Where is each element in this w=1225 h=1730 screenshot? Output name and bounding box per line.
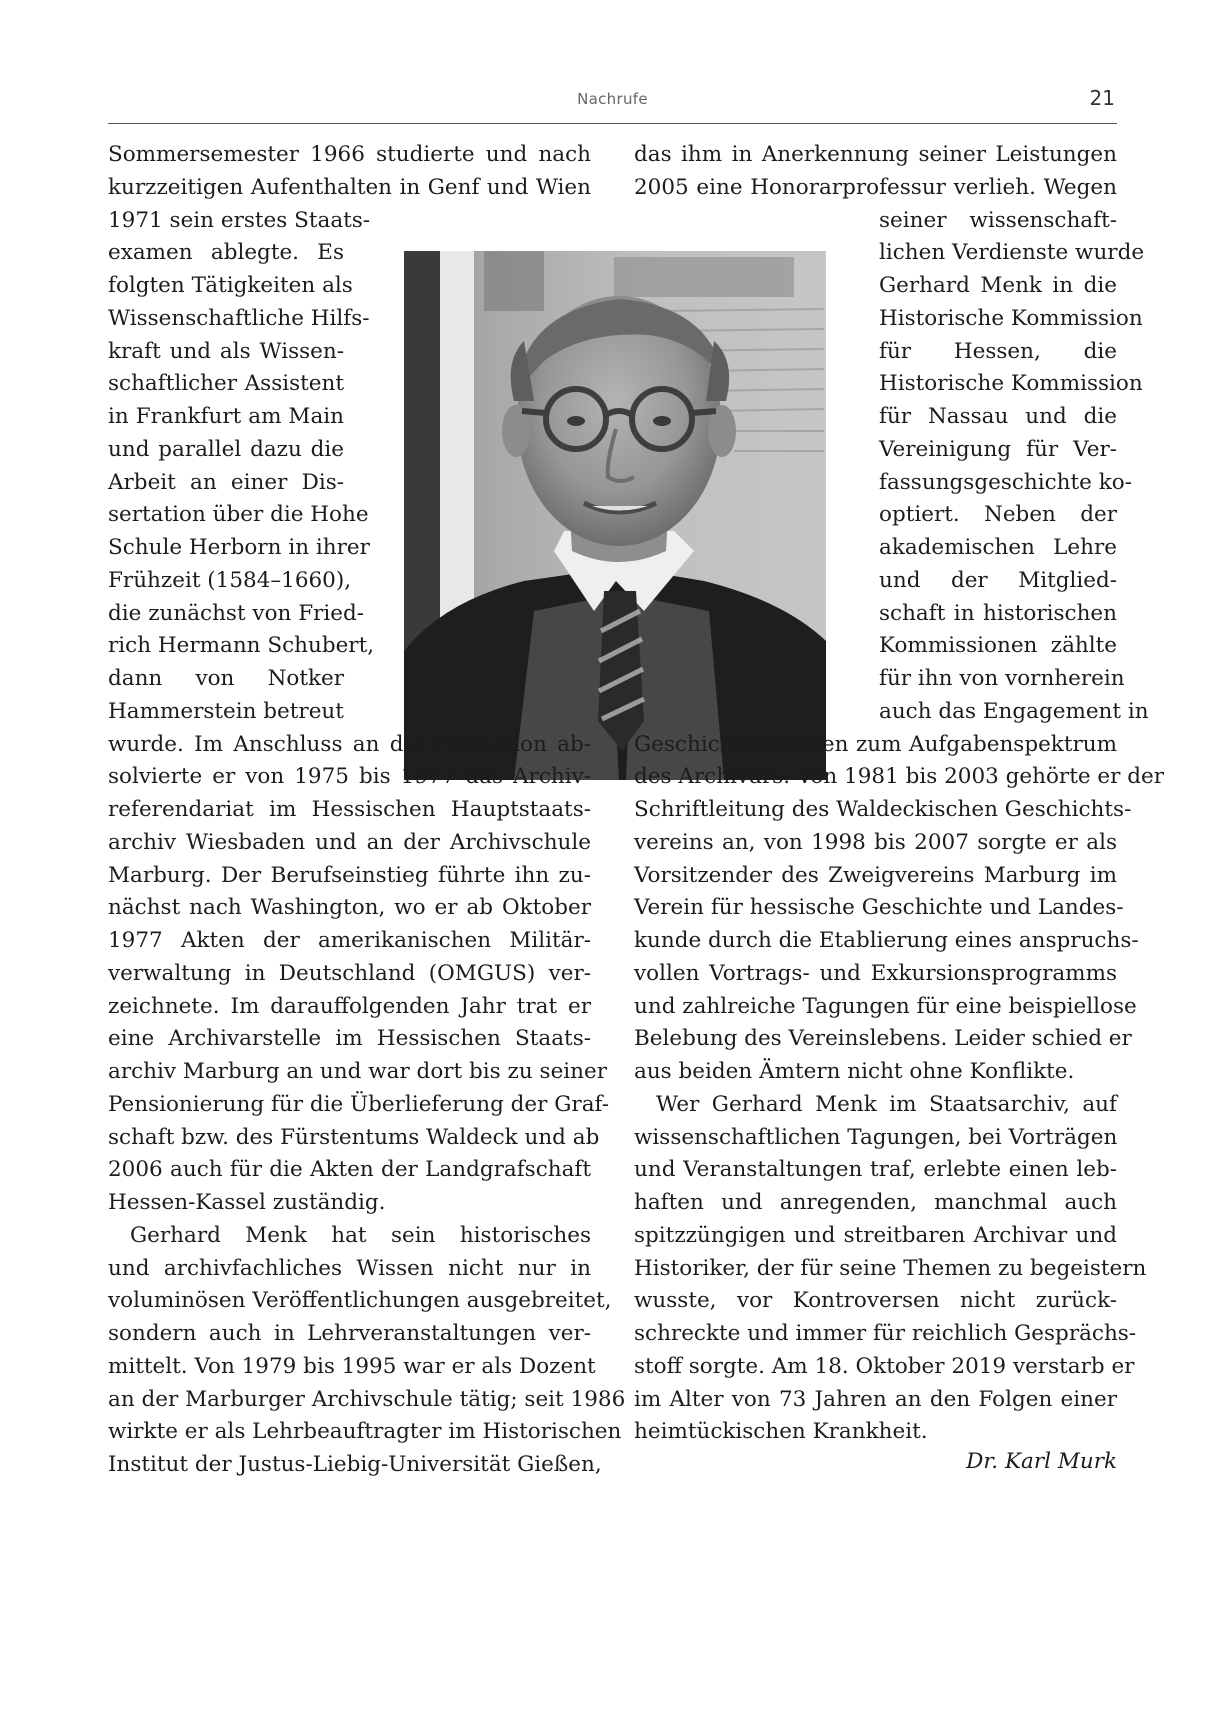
portrait-photo (404, 251, 826, 780)
text-line: zeichnete. Im darauffolgenden Jahr trat er (108, 993, 591, 1019)
text-line: Kommissionen zählte (879, 633, 1117, 659)
text-line: Hessen-Kassel zuständig. (108, 1190, 386, 1215)
text-line: referendariat im Hessischen Hauptstaats- (108, 797, 591, 822)
text-line: Sommersemester 1966 studierte und nach (108, 142, 591, 167)
text-line: sondern auch in Lehrveranstaltungen ver- (108, 1321, 591, 1346)
text-line: schreckte und immer für reichlich Gesprächs- (634, 1321, 1137, 1346)
text-line: Schriftleitung des Waldeckischen Geschichts- (634, 797, 1132, 822)
text-line: verwaltung in Deutschland (OMGUS) ver- (108, 960, 591, 986)
text-line: in Frankfurt am Main (108, 404, 344, 429)
text-line: vollen Vortrags- und Exkursionsprogramms (634, 960, 1117, 986)
text-line: und parallel dazu die (108, 436, 344, 462)
page-number: 21 (1089, 86, 1115, 110)
text-line: Marburg. Der Berufseinstieg führte ihn zu- (108, 862, 591, 888)
text-line: 2005 eine Honorarprofessur verlieh. Wegen (634, 174, 1117, 200)
text-line: lichen Verdienste wurde (879, 240, 1145, 266)
text-line: Schule Herborn in ihrer (108, 535, 370, 560)
text-line: optiert. Neben der (879, 502, 1117, 528)
text-line: rich Hermann Schubert, (108, 633, 375, 659)
text-line: Gerhard Menk hat sein historisches (130, 1222, 591, 1248)
text-line: kurzzeitigen Aufenthalten in Genf und Wien (108, 174, 591, 200)
text-line: vereins an, von 1998 bis 2007 sorgte er als (634, 829, 1117, 855)
text-line: 1977 Akten der amerikanischen Militär- (108, 928, 591, 953)
text-line: Hammerstein betreut (108, 698, 344, 724)
text-line: heimtückischen Krankheit. (634, 1419, 928, 1445)
text-line: an der Marburger Archivschule tätig; seit 1986 (108, 1386, 626, 1412)
text-line: schaft in historischen (879, 600, 1117, 626)
text-line: und zahlreiche Tagungen für eine beispiellose (634, 993, 1137, 1019)
text-line: Historiker, der für seine Themen zu begeistern (634, 1255, 1147, 1281)
text-line: für Nassau und die (879, 404, 1117, 429)
text-line: für ihn von vornherein (879, 666, 1125, 691)
text-line: wusste, vor Kontroversen nicht zurück- (634, 1288, 1117, 1314)
text-line: archiv Marburg an und war dort bis zu seiner (108, 1059, 608, 1084)
text-line: die zunächst von Fried- (108, 600, 365, 626)
text-line: examen ablegte. Es (108, 240, 344, 266)
text-line: wurde. Im Anschluss an die Promotion ab- (108, 731, 591, 757)
text-line: solvierte er von 1975 bis 1977 das Archiv- (108, 764, 591, 790)
text-line: Wissenschaftliche Hilfs- (108, 305, 370, 331)
text-line: Geschichtsvereinen zum Aufgabenspektrum (634, 731, 1117, 757)
text-line: schaft bzw. des Fürstentums Waldeck und ab (108, 1124, 600, 1150)
text-line: wissenschaftlichen Tagungen, bei Vorträgen (634, 1124, 1118, 1150)
text-line: Historische Kommission (879, 371, 1143, 397)
text-line: Pensionierung für die Überlieferung der Graf- (108, 1091, 609, 1117)
text-line: mittelt. Von 1979 bis 1995 war er als Dozent (108, 1353, 596, 1379)
text-line: dann von Notker (108, 666, 344, 691)
text-line: 1971 sein erstes Staats- (108, 207, 371, 233)
text-line: stoff sorgte. Am 18. Oktober 2019 verstarb er (634, 1353, 1135, 1379)
text-line: und archivfachliches Wissen nicht nur in (108, 1255, 591, 1281)
text-line: Wer Gerhard Menk im Staatsarchiv, auf (656, 1091, 1117, 1117)
text-line: Verein für hessische Geschichte und Landes- (634, 895, 1124, 921)
text-line: Gerhard Menk in die (879, 273, 1117, 298)
text-line: nächst nach Washington, wo er ab Oktober (108, 895, 591, 921)
text-line: und der Mitglied- (879, 567, 1117, 593)
text-line: schaftlicher Assistent (108, 371, 344, 397)
text-line: voluminösen Veröffentlichungen ausgebreitet, (108, 1288, 612, 1314)
text-line: und Veranstaltungen traf, erlebte einen leb- (634, 1157, 1117, 1183)
text-line: folgten Tätigkeiten als (108, 273, 353, 298)
text-line: das ihm in Anerkennung seiner Leistungen (634, 142, 1117, 167)
text-line: auch das Engagement in (879, 698, 1149, 724)
text-line: 2006 auch für die Akten der Landgrafschaft (108, 1157, 591, 1183)
text-line: des Archivars. Von 1981 bis 2003 gehörte er der (634, 764, 1165, 790)
text-line: sertation über die Hohe (108, 502, 369, 528)
text-line: akademischen Lehre (879, 535, 1117, 560)
text-line: Institut der Justus-Liebig-Universität Gießen, (108, 1452, 602, 1477)
text-line: spitzzüngigen und streitbaren Archivar und (634, 1222, 1117, 1248)
text-line: fassungsgeschichte ko- (879, 469, 1132, 495)
text-line: kraft und als Wissen- (108, 338, 344, 364)
text-line: kunde durch die Etablierung eines anspruchs- (634, 928, 1139, 953)
header-rule (108, 123, 1117, 124)
text-line: seiner wissenschaft- (879, 207, 1117, 233)
running-head: Nachrufe (577, 90, 648, 108)
text-line: eine Archivarstelle im Hessischen Staats- (108, 1026, 591, 1052)
text-line: für Hessen, die (879, 338, 1117, 364)
text-line: Belebung des Vereinslebens. Leider schied er (634, 1026, 1132, 1052)
text-line: wirkte er als Lehrbeauftragter im Historischen (108, 1419, 622, 1445)
text-line: Arbeit an einer Dis- (108, 469, 344, 495)
text-line: archiv Wiesbaden und an der Archivschule (108, 829, 591, 855)
text-line: Frühzeit (1584–1660), (108, 567, 352, 593)
text-line: Historische Kommission (879, 305, 1143, 331)
text-line: Vorsitzender des Zweigvereins Marburg im (634, 862, 1117, 888)
text-line: haften und anregenden, manchmal auch (634, 1190, 1117, 1215)
author-signature: Dr. Karl Murk (966, 1449, 1117, 1474)
text-line: Vereinigung für Ver- (879, 436, 1117, 462)
text-line: im Alter von 73 Jahren an den Folgen einer (634, 1386, 1117, 1412)
text-line: aus beiden Ämtern nicht ohne Konflikte. (634, 1059, 1075, 1084)
